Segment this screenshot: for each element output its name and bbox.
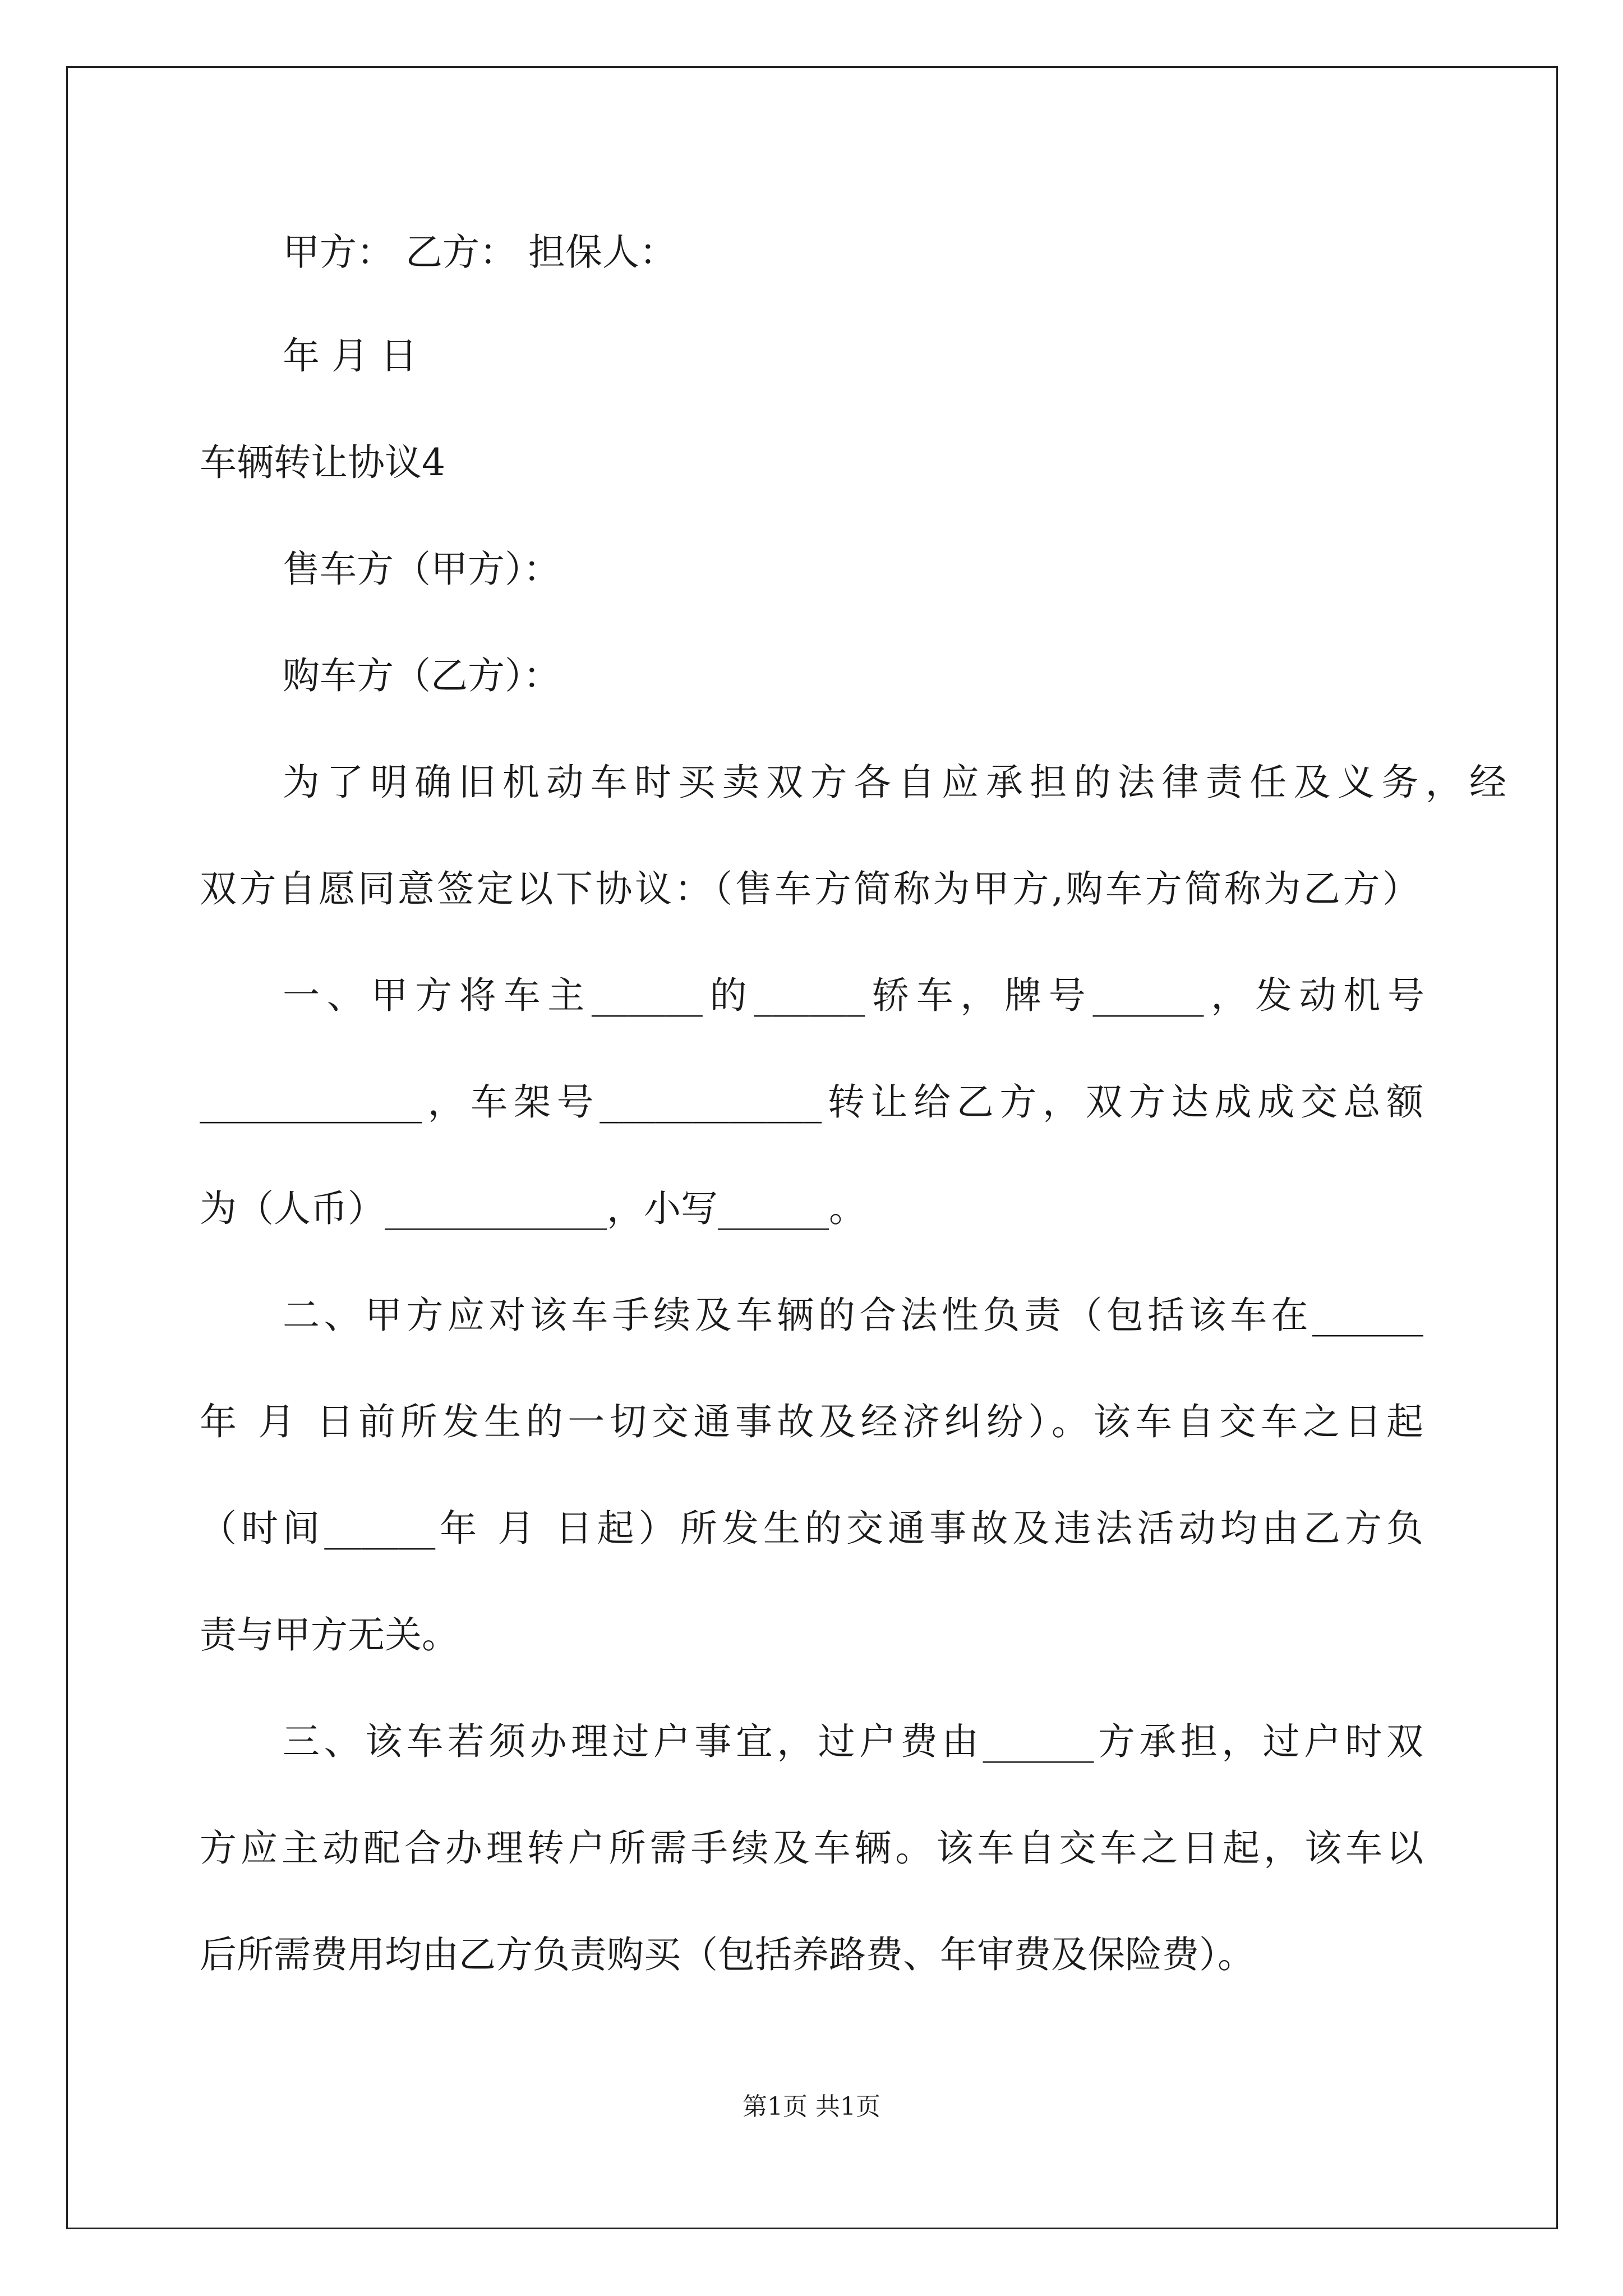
clause-3-line-2: 方应主动配合办理转户所需手续及车辆。该车自交车之日起，该车以: [200, 1826, 1423, 1870]
intro-line-1: 为了明确旧机动车时买卖双方各自应承担的法律责任及义务，经: [283, 761, 1506, 804]
clause-2-line-2: 年 月 日前所发生的一切交通事故及经济纠纷）。该车自交车之日起: [200, 1400, 1423, 1443]
clause-2-line-1: 二、甲方应对该车手续及车辆的合法性负责（包括该车在______: [283, 1294, 1423, 1337]
clause-1-line-2: ____________，车架号____________转让给乙方，双方达成成交总额: [200, 1080, 1423, 1124]
seller-line: 售车方（甲方）：: [283, 547, 560, 591]
page-footer: 第1页 共1页: [743, 2092, 880, 2121]
page-border: [66, 66, 1558, 2229]
buyer-line: 购车方（乙方）：: [283, 654, 560, 697]
clause-1-line-3: 为（人币）____________，小写______。: [200, 1187, 866, 1230]
date-line: 年 月 日: [283, 334, 417, 378]
intro-line-2: 双方自愿同意签定以下协议：（售车方简称为甲方,购车方简称为乙方）: [200, 867, 1419, 910]
clause-2-line-3: （时间______年 月 日起）所发生的交通事故及违法活动均由乙方负: [200, 1507, 1423, 1550]
clause-2-line-4: 责与甲方无关。: [200, 1613, 459, 1657]
section-title: 车辆转让协议4: [200, 441, 445, 484]
clause-1-line-1: 一、甲方将车主______的______轿车，牌号______，发动机号: [283, 974, 1424, 1017]
clause-3-line-1: 三、该车若须办理过户事宜，过户费由______方承担，过户时双: [283, 1720, 1423, 1763]
signature-line: 甲方： 乙方： 担保人：: [283, 231, 676, 274]
clause-3-line-3: 后所需费用均由乙方负责购买（包括养路费、年审费及保险费）。: [200, 1933, 1255, 1976]
